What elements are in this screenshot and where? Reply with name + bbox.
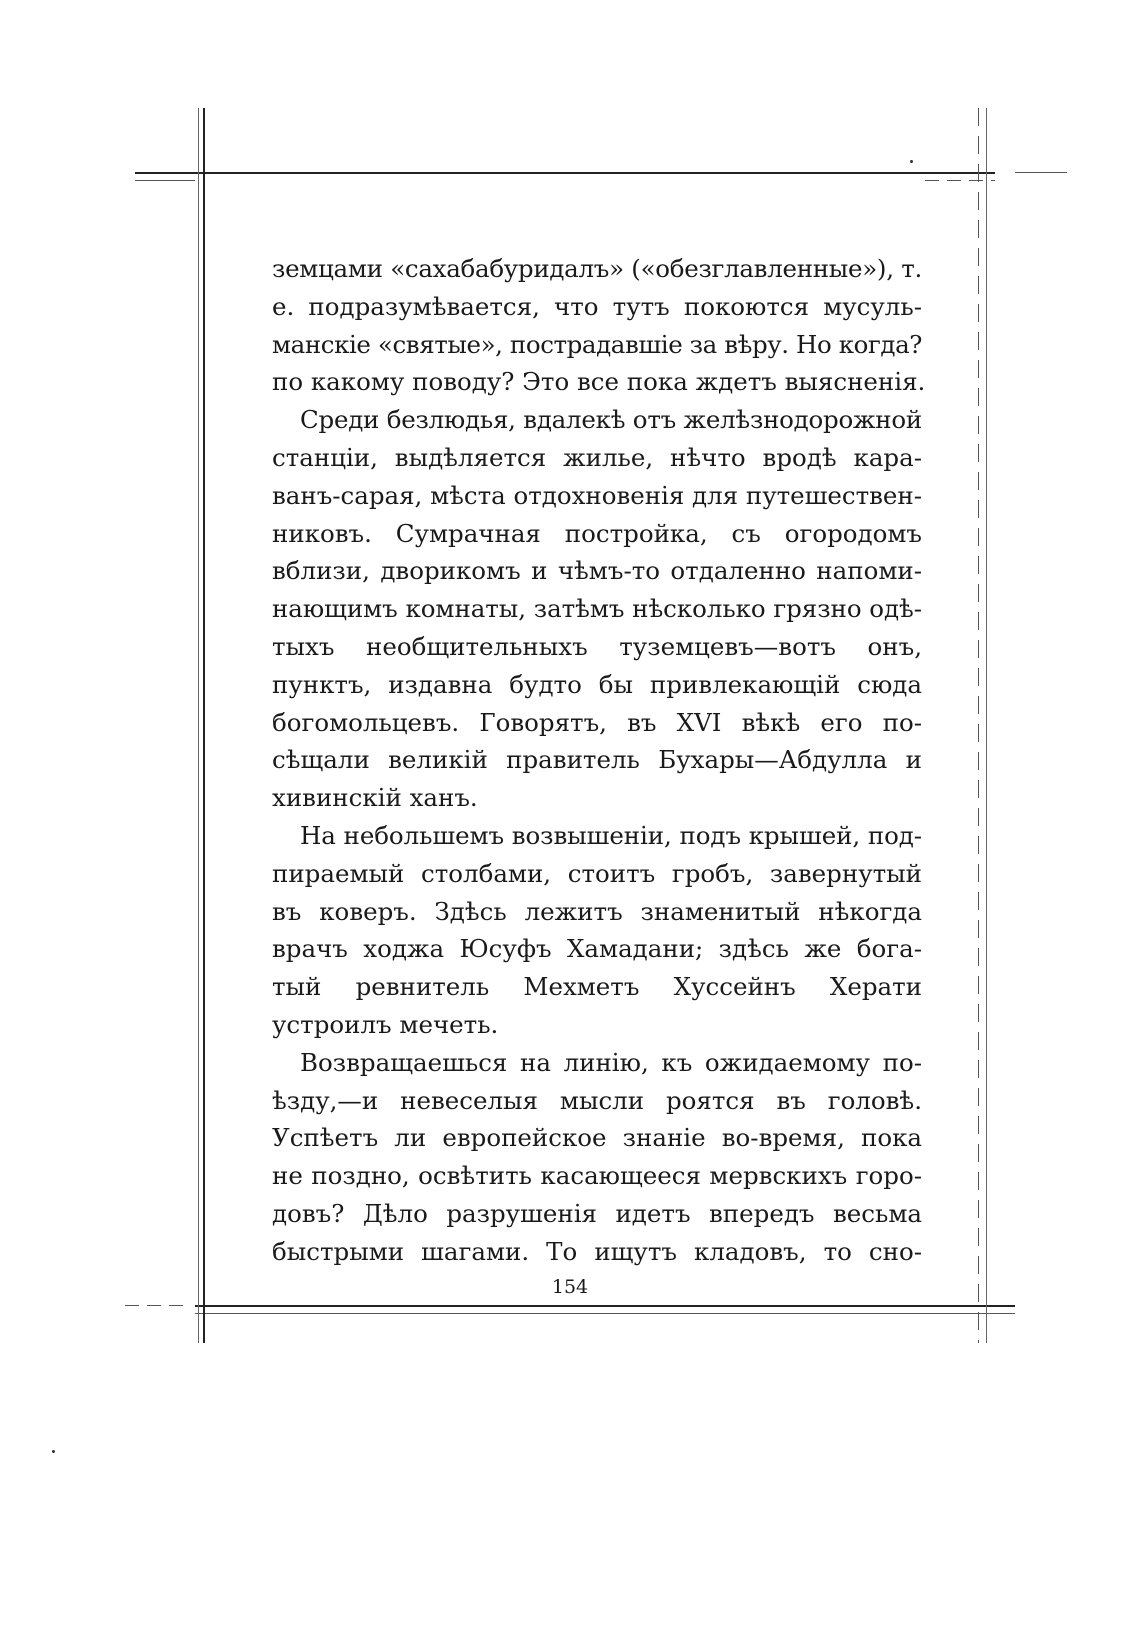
top-rule-right [925,180,995,181]
ink-speck [910,160,913,163]
bottom-rule-left [125,1305,185,1306]
text-line: богомольцевъ. Говорятъ, въ XVI вѣкѣ его по- [272,707,922,737]
text-line: никовъ. Сумрачная постройка, съ огородомъ [272,518,922,548]
top-rule [135,172,995,174]
text-line: станціи, выдѣляется жилье, нѣчто вродѣ кара- [272,442,922,472]
text-line: врачъ ходжа Юсуфъ Хамадани; здѣсь же бога- [272,934,922,964]
text-line: пунктъ, издавна будто бы привлекающій сюда [272,669,922,699]
text-line: земцами «сахабабуридалъ» («обезглавленные»), т. [272,254,922,283]
text-line: Среди безлюдья, вдалекѣ отъ желѣзнодорожной [300,405,922,435]
text-line: хивинскій ханъ. [272,783,478,813]
page-number: 154 [551,1276,589,1298]
text-line: Возвращаешься на линію, къ ожидаемому по- [300,1047,922,1077]
text-line: устроилъ мечеть. [272,1009,499,1039]
text-line: въ коверъ. Здѣсь лежитъ знаменитый нѣкогда [272,896,922,926]
text-line: На небольшемъ возвышеніи, подъ крышей, под- [300,820,922,850]
text-line: ѣзду,—и невеселыя мысли роятся въ головѣ. [272,1085,922,1115]
text-line: не поздно, освѣтить касающееся мервскихъ горо- [272,1161,922,1191]
top-rule-inner [135,180,195,181]
text-line: Успѣетъ ли европейское знаніе во-время, пока [272,1123,922,1153]
text-line: быстрыми шагами. То ищутъ кладовъ, то сно- [272,1236,922,1266]
bottom-rule-inner [195,1313,1015,1314]
bottom-rule [195,1305,1015,1307]
text-line: пираемый столбами, стоитъ гробъ, завернутый [272,858,922,888]
text-line: е. подразумѣвается, что тутъ покоются мусуль- [272,291,922,321]
text-line: вблизи, дворикомъ и чѣмъ-то отдаленно напоми- [272,556,922,586]
left-border-outer [198,108,199,1343]
right-border-inner [986,108,987,1343]
text-line: сѣщали великій правитель Бухары—Абдулла и [272,745,922,775]
text-line: нающимъ комнаты, затѣмъ нѣсколько грязно одѣ- [272,594,922,624]
text-line: тыхъ необщительныхъ туземцевъ—вотъ онъ, [272,631,922,661]
left-border [203,108,205,1343]
text-line: ванъ-сарая, мѣста отдохновенія для путешествен- [272,480,922,510]
top-rule-right-outer [1015,172,1067,173]
text-line: довъ? Дѣло разрушенія идетъ впередъ весьма [272,1198,922,1228]
page-body-text [272,250,926,1271]
right-border [978,108,979,1343]
text-line: тый ревнитель Мехметъ Хуссейнъ Херати [272,972,922,1002]
text-line: по какому поводу? Это все пока ждетъ выясненія. [272,367,926,397]
ink-speck [52,1450,55,1453]
text-line: манскіе «святые», пострадавшіе за вѣру. Но когда? [272,329,922,359]
